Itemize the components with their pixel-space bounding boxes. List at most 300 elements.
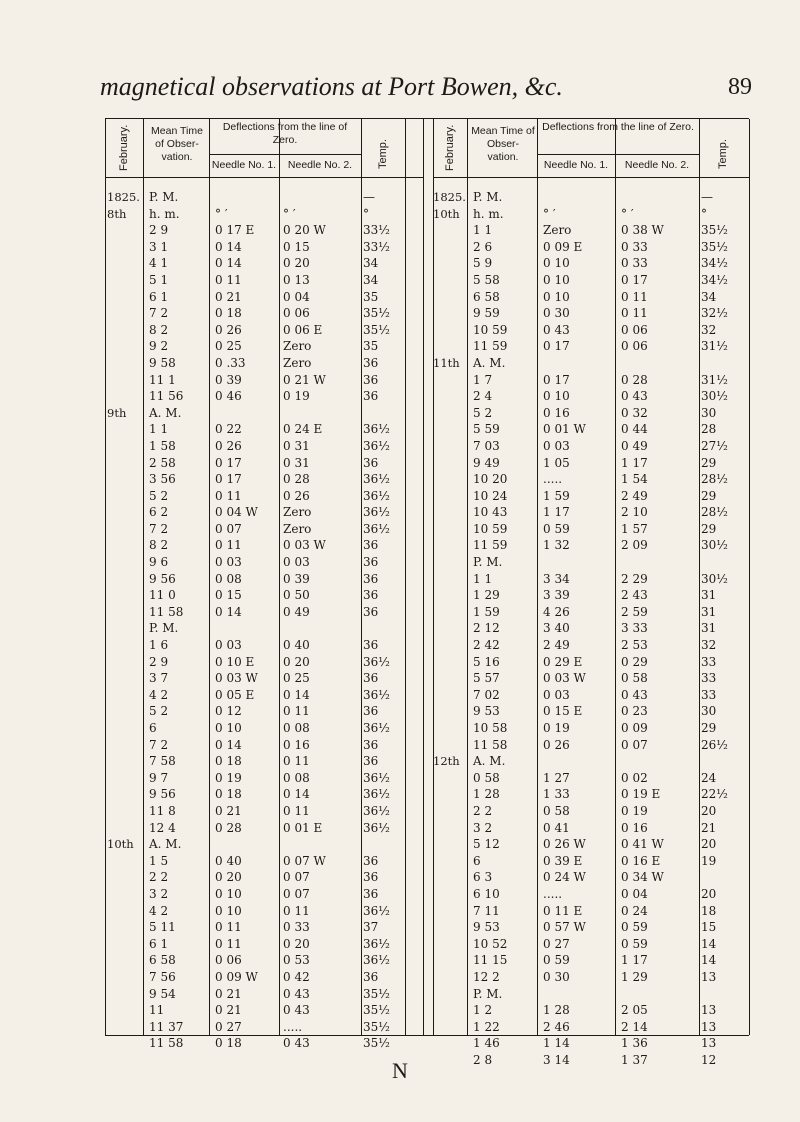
table-cell: ..... <box>543 472 563 487</box>
table-cell: 36½ <box>363 787 390 802</box>
table-cell: 30 <box>701 405 717 420</box>
table-cell: Zero <box>283 505 312 520</box>
table-cell: 29 <box>701 488 717 503</box>
table-cell: 36½ <box>363 422 390 437</box>
table-cell: 1 28 <box>473 787 500 802</box>
table-cell: 0 19 E <box>621 787 661 802</box>
table-cell: 2 58 <box>149 455 176 470</box>
table-row <box>433 189 749 206</box>
signature-mark: N <box>392 1058 408 1083</box>
table-cell: 0 58 <box>543 803 570 818</box>
table-cell: 0 03 <box>543 438 570 453</box>
table-cell: 0 19 <box>283 389 310 404</box>
table-cell: 0 04 <box>283 289 310 304</box>
table-cell: 5 16 <box>473 654 500 669</box>
table-cell: 11 56 <box>149 389 184 404</box>
table-cell: 4 26 <box>543 604 570 619</box>
table-row <box>105 488 423 505</box>
left-table-body <box>105 189 423 1052</box>
table-cell: 0 10 <box>543 256 570 271</box>
table-row <box>433 637 749 654</box>
table-cell: 0 16 <box>543 405 570 420</box>
table-cell: 32 <box>701 322 717 337</box>
table-cell: 10 58 <box>473 721 508 735</box>
table-cell: 0 15 E <box>543 704 583 719</box>
table-cell: 0 43 <box>283 1036 310 1051</box>
table-cell: 0 11 <box>215 936 242 951</box>
table-cell: 1 17 <box>621 953 648 968</box>
table-cell: 0 25 <box>283 671 310 686</box>
table-cell: 36½ <box>363 953 390 968</box>
table-cell: 0 24 E <box>283 422 323 437</box>
needle-1-header-right: Needle No. 1. <box>543 159 609 171</box>
table-cell: 1 36 <box>621 1036 648 1051</box>
table-row <box>105 936 423 953</box>
table-cell: 1 29 <box>621 969 648 984</box>
table-row <box>105 272 423 289</box>
table-cell: 36 <box>363 969 379 984</box>
table-cell: 2 49 <box>621 488 648 503</box>
table-cell: 11th <box>433 355 460 370</box>
table-cell: 9 2 <box>149 339 169 354</box>
table-cell: 0 14 <box>215 737 242 752</box>
table-cell: 1 59 <box>473 604 500 619</box>
table-row <box>433 372 749 389</box>
table-cell: 0 11 <box>621 306 648 321</box>
temp-header: Temp. <box>377 139 389 169</box>
table-cell: 1 58 <box>149 438 176 453</box>
table-cell: P. M. <box>473 190 503 204</box>
table-row <box>433 521 749 538</box>
table-row <box>433 537 749 554</box>
table-cell: 0 43 <box>283 1003 310 1018</box>
table-row <box>105 737 423 754</box>
table-cell: 11 58 <box>473 737 508 752</box>
table-cell: 35½ <box>363 322 390 337</box>
table-cell: 0 16 E <box>621 853 661 868</box>
table-cell: 1 29 <box>473 588 500 603</box>
table-cell: 33 <box>701 687 717 702</box>
table-cell: 0 03 <box>215 638 242 653</box>
table-cell: Zero <box>543 223 572 238</box>
table-cell: 9th <box>107 405 127 420</box>
table-row <box>105 504 423 521</box>
table-cell: 6 10 <box>473 886 500 901</box>
table-cell: 0 59 <box>621 936 648 951</box>
table-cell: 20 <box>701 886 717 901</box>
table-row <box>105 720 423 737</box>
table-cell: 1 27 <box>543 770 570 785</box>
table-row <box>433 289 749 306</box>
table-row <box>105 222 423 239</box>
table-cell: 34 <box>363 256 379 271</box>
table-cell: 32 <box>701 638 717 653</box>
table-cell: 34 <box>363 272 379 287</box>
table-cell: 27½ <box>701 438 728 453</box>
table-cell: 0 21 <box>215 289 242 304</box>
deflections-header-right: Deflections from the line of Zero. <box>542 121 694 133</box>
table-cell: 0 53 <box>283 953 310 968</box>
table-cell: 5 58 <box>473 272 500 287</box>
table-cell: 0 29 <box>621 654 648 669</box>
table-cell: 0 14 <box>215 256 242 271</box>
table-cell: h. m. <box>149 206 180 221</box>
table-cell: 15 <box>701 920 717 935</box>
table-cell: 7 2 <box>149 306 169 321</box>
table-cell: 0 11 <box>215 920 242 935</box>
table-row <box>105 471 423 488</box>
table-cell: 12 4 <box>149 820 176 835</box>
table-cell: 3 2 <box>149 886 169 901</box>
table-cell: 0 06 E <box>283 322 323 337</box>
table-cell: 9 54 <box>149 986 176 1001</box>
table-cell: P. M. <box>473 986 503 1001</box>
table-row <box>105 687 423 704</box>
table-cell: A. M. <box>149 405 182 420</box>
table-cell: 36½ <box>363 936 390 951</box>
table-cell: 0 24 <box>621 903 648 918</box>
table-cell: 10 24 <box>473 488 508 503</box>
month-header: February. <box>118 124 130 171</box>
table-cell: 0 11 <box>215 538 242 553</box>
table-cell: 0 31 <box>283 438 310 453</box>
table-row <box>433 421 749 438</box>
table-cell: A. M. <box>473 355 506 370</box>
table-cell: 3 7 <box>149 671 169 686</box>
table-cell: Zero <box>283 521 312 536</box>
table-row <box>105 421 423 438</box>
table-cell: 0 28 <box>215 820 242 835</box>
table-cell: 2 9 <box>149 223 169 238</box>
table-cell: 0 18 <box>215 306 242 321</box>
right-table-body <box>433 189 749 1068</box>
month-header-right: February. <box>444 124 456 171</box>
table-cell: 0 43 <box>621 687 648 702</box>
table-row <box>105 455 423 472</box>
table-cell: 36 <box>363 538 379 553</box>
table-cell: 0 58 <box>473 770 500 785</box>
table-cell: 1 05 <box>543 455 570 470</box>
table-cell: 0 16 <box>621 820 648 835</box>
table-cell: 2 43 <box>621 588 648 603</box>
table-cell: 11 8 <box>149 803 176 818</box>
table-row <box>433 206 749 223</box>
table-cell: 0 57 W <box>543 920 586 935</box>
table-cell: 12th <box>433 754 460 769</box>
table-cell: 35½ <box>363 1036 390 1051</box>
table-cell: 7 02 <box>473 687 500 702</box>
table-cell: 31 <box>701 588 717 603</box>
table-cell: 9 7 <box>149 770 169 785</box>
table-row <box>433 488 749 505</box>
table-cell: 0 43 <box>621 389 648 404</box>
table-row <box>105 587 423 604</box>
table-cell: 11 59 <box>473 538 508 553</box>
table-row <box>433 886 749 903</box>
table-row <box>433 571 749 588</box>
table-cell: 28½ <box>701 505 728 520</box>
table-cell: 35½ <box>363 986 390 1001</box>
table-cell: 0 03 <box>215 555 242 570</box>
table-cell: 0 32 <box>621 405 648 420</box>
mean-time-header: Mean Time of Obser- vation. <box>151 125 203 163</box>
table-cell: 28 <box>701 422 717 437</box>
table-cell: 36 <box>363 571 379 586</box>
table-cell: 10 59 <box>473 322 508 337</box>
table-cell: 0 11 <box>215 272 242 287</box>
needle-1-header: Needle No. 1. <box>211 159 277 171</box>
table-cell: ° ′ <box>543 206 556 221</box>
table-left-half <box>105 119 423 1051</box>
table-row <box>433 620 749 637</box>
table-row <box>433 654 749 671</box>
table-cell: 0 34 W <box>621 870 664 885</box>
table-cell: ° ′ <box>215 206 228 221</box>
temp-header-right: Temp. <box>717 139 729 169</box>
table-cell: 35½ <box>701 223 728 238</box>
table-cell: 36½ <box>363 770 390 785</box>
table-cell: 0 44 <box>621 422 648 437</box>
table-cell: 3 39 <box>543 588 570 603</box>
table-cell: 10 52 <box>473 936 508 951</box>
table-cell: 0 11 <box>283 803 310 818</box>
table-row <box>105 571 423 588</box>
table-cell: 0 39 <box>283 571 310 586</box>
table-cell: 9 6 <box>149 555 169 570</box>
table-cell: 11 37 <box>149 1019 184 1034</box>
table-cell: 36½ <box>363 521 390 536</box>
table-cell: 0 10 <box>215 886 242 901</box>
table-cell: 36 <box>363 389 379 404</box>
table-cell: 1 1 <box>149 422 169 437</box>
table-cell: 0 21 <box>215 986 242 1001</box>
table-cell: 36½ <box>363 903 390 918</box>
table-row <box>105 1035 423 1052</box>
table-cell: 0 16 <box>283 737 310 752</box>
table-cell: 36 <box>363 886 379 901</box>
table-cell: 30 <box>701 704 717 719</box>
table-cell: 0 17 <box>621 272 648 287</box>
table-cell: 2 10 <box>621 505 648 520</box>
table-cell: 33 <box>701 671 717 686</box>
table-cell: 36 <box>363 355 379 370</box>
table-row <box>105 836 423 853</box>
table-cell: 0 08 <box>283 770 310 785</box>
table-cell: 0 13 <box>283 272 310 287</box>
table-cell: 0 14 <box>283 787 310 802</box>
table-cell: 31½ <box>701 372 728 387</box>
table-cell: 0 14 <box>215 239 242 254</box>
table-cell: 6 58 <box>149 953 176 968</box>
table-row <box>433 1002 749 1019</box>
table-cell: 36 <box>363 604 379 619</box>
table-cell: 0 26 <box>215 438 242 453</box>
table-cell: 2 42 <box>473 638 500 653</box>
table-cell: 0 27 <box>543 936 570 951</box>
table-row <box>105 654 423 671</box>
table-cell: 0 49 <box>621 438 648 453</box>
table-row <box>105 952 423 969</box>
table-cell: 10 59 <box>473 521 508 536</box>
table-cell: 2 9 <box>149 654 169 669</box>
table-cell: 0 19 <box>215 770 242 785</box>
table-cell: 0 18 <box>215 754 242 769</box>
table-cell: 0 33 <box>621 239 648 254</box>
table-cell: 35½ <box>701 239 728 254</box>
table-cell: 36 <box>363 455 379 470</box>
table-row <box>105 388 423 405</box>
table-cell: 0 40 <box>283 638 310 653</box>
table-cell: 3 2 <box>473 820 493 835</box>
table-cell: 0 21 W <box>283 372 326 387</box>
table-cell: 36½ <box>363 820 390 835</box>
deflections-header: Deflections from the line of Zero. <box>222 121 348 146</box>
table-cell: 0 02 <box>621 770 648 785</box>
table-row <box>433 1019 749 1036</box>
table-cell: 1 6 <box>149 638 169 653</box>
table-cell: 9 53 <box>473 704 500 719</box>
table-cell: 24 <box>701 770 717 785</box>
table-cell: 29 <box>701 521 717 536</box>
table-cell: 10 43 <box>473 505 508 520</box>
table-cell: 1 57 <box>621 521 648 536</box>
table-cell: 0 09 E <box>543 239 583 254</box>
table-cell: ° <box>363 206 369 221</box>
table-cell: 3 1 <box>149 239 169 254</box>
table-cell: 0 06 <box>621 339 648 354</box>
table-cell: 3 14 <box>543 1052 570 1067</box>
table-row <box>433 222 749 239</box>
table-cell: 0 04 <box>621 886 648 901</box>
table-cell: 22½ <box>701 787 728 802</box>
table-cell: 6 3 <box>473 870 493 885</box>
table-cell: 30½ <box>701 389 728 404</box>
table-cell: 36 <box>363 870 379 885</box>
table-cell: 36 <box>363 638 379 653</box>
table-cell: 9 49 <box>473 455 500 470</box>
table-cell: 13 <box>701 969 717 984</box>
table-cell: 7 56 <box>149 969 176 984</box>
table-cell: A. M. <box>473 754 506 769</box>
table-cell: ° ′ <box>283 206 296 221</box>
table-row <box>105 189 423 206</box>
table-cell: 2 46 <box>543 1019 570 1034</box>
table-cell: 10th <box>107 837 134 852</box>
table-cell: 35½ <box>363 1003 390 1018</box>
table-cell: 0 09 <box>621 721 648 735</box>
table-row <box>105 969 423 986</box>
mean-time-header-right: Mean Time of Obser- vation. <box>471 125 535 163</box>
table-row <box>105 886 423 903</box>
table-cell: 11 <box>149 1003 165 1018</box>
table-cell: ..... <box>543 886 563 901</box>
table-cell: 36 <box>363 671 379 686</box>
table-cell: 36 <box>363 704 379 719</box>
table-row <box>105 637 423 654</box>
table-cell: 0 20 W <box>283 223 326 238</box>
page-header <box>0 72 800 106</box>
table-cell: 33 <box>701 654 717 669</box>
table-cell: 0 33 <box>621 256 648 271</box>
table-cell: 30½ <box>701 538 728 553</box>
table-cell: 0 .33 <box>215 355 246 370</box>
table-cell: 0 07 <box>621 737 648 752</box>
table-cell: A. M. <box>149 837 182 852</box>
table-row <box>433 952 749 969</box>
table-row <box>433 255 749 272</box>
table-row <box>105 986 423 1003</box>
table-cell: 34½ <box>701 272 728 287</box>
table-cell: 31½ <box>701 339 728 354</box>
table-row <box>105 803 423 820</box>
table-row <box>105 853 423 870</box>
table-cell: 0 26 W <box>543 837 586 852</box>
table-cell: 0 39 <box>215 372 242 387</box>
table-cell: 0 22 <box>215 422 242 437</box>
table-cell: 3 34 <box>543 571 570 586</box>
table-cell: 2 2 <box>149 870 169 885</box>
table-row <box>105 770 423 787</box>
table-cell: 0 27 <box>215 1019 242 1034</box>
table-cell: 14 <box>701 953 717 968</box>
table-cell: 36½ <box>363 803 390 818</box>
table-row <box>105 869 423 886</box>
table-cell: 1 37 <box>621 1052 648 1067</box>
table-cell: 0 17 <box>543 372 570 387</box>
table-cell: 0 18 <box>215 1036 242 1051</box>
table-cell: 0 25 <box>215 339 242 354</box>
table-row <box>105 1002 423 1019</box>
table-row <box>433 305 749 322</box>
table-cell: 0 01 W <box>543 422 586 437</box>
table-cell: 36 <box>363 372 379 387</box>
table-cell: ° <box>701 206 707 221</box>
table-cell: 19 <box>701 853 717 868</box>
table-cell: 0 03 <box>283 555 310 570</box>
table-cell: 0 10 <box>215 721 242 735</box>
table-cell: 0 40 <box>215 853 242 868</box>
table-cell: 29 <box>701 455 717 470</box>
table-cell: 0 19 <box>621 803 648 818</box>
table-cell: h. m. <box>473 206 504 221</box>
table-cell: 0 33 <box>283 920 310 935</box>
table-row <box>433 504 749 521</box>
table-row <box>105 255 423 272</box>
table-cell: 0 59 <box>543 953 570 968</box>
table-cell: 6 58 <box>473 289 500 304</box>
table-cell: 5 2 <box>149 704 169 719</box>
table-cell: 0 30 <box>543 969 570 984</box>
table-cell: 2 09 <box>621 538 648 553</box>
table-cell: 6 <box>473 853 481 868</box>
table-cell: 0 06 <box>621 322 648 337</box>
table-row <box>433 786 749 803</box>
table-cell: 0 15 <box>215 588 242 603</box>
table-cell: 0 10 <box>215 903 242 918</box>
table-cell: 0 03 W <box>283 538 326 553</box>
table-row <box>433 936 749 953</box>
table-row <box>105 820 423 837</box>
table-cell: 10th <box>433 206 460 221</box>
table-row <box>433 388 749 405</box>
table-row <box>105 305 423 322</box>
table-cell: 26½ <box>701 737 728 752</box>
table-row <box>105 1019 423 1036</box>
table-cell: 7 11 <box>473 903 500 918</box>
table-cell: 9 59 <box>473 306 500 321</box>
table-cell: 7 2 <box>149 521 169 536</box>
table-cell: 36½ <box>363 438 390 453</box>
